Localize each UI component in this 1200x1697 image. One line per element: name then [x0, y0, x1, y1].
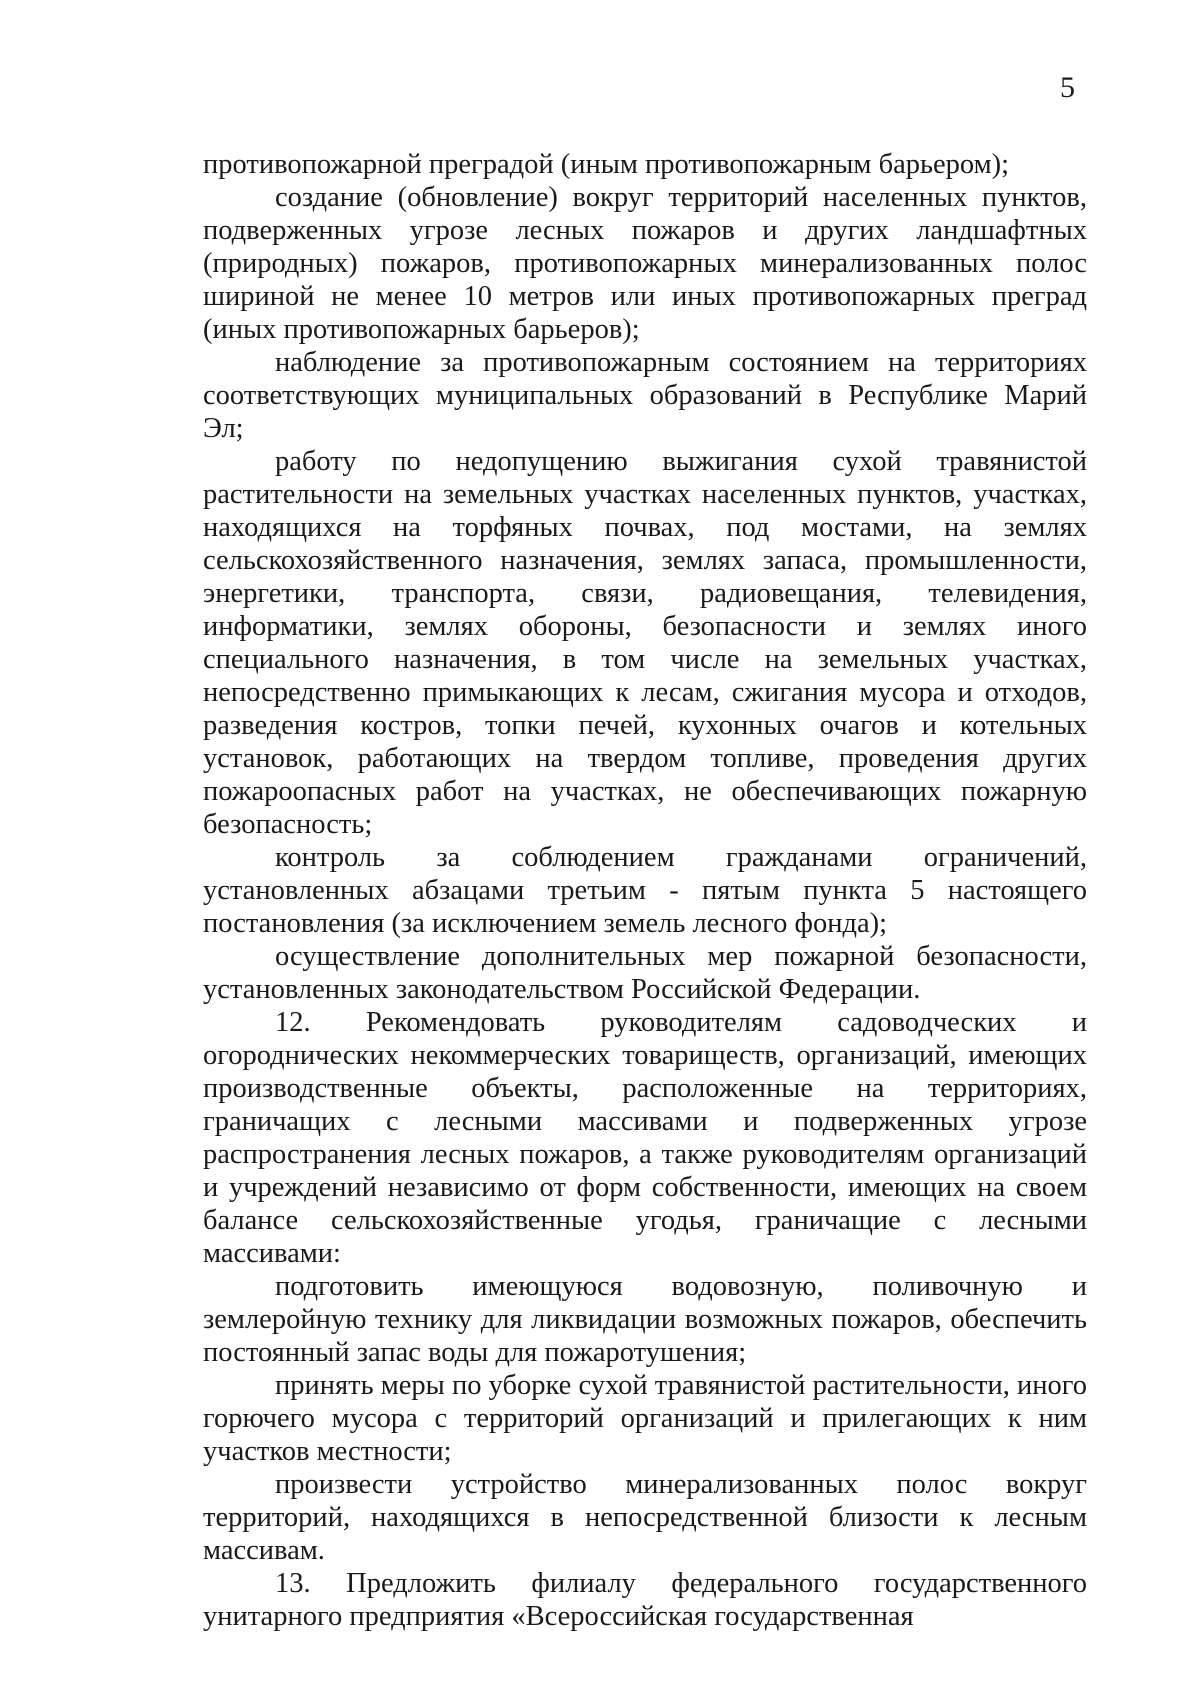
paragraph-burning-prevention: работу по недопущению выжигания сухой травянистой растительности на земельных участках населенных пунктов, участках, находящихся на торфяных почвах, под мостами, на землях сельскохозяйственного назначения, землях запаса, промышленности, энергетики, транспорта, связи, радиовещания, телевидения, информатики, землях обороны, безопасности и землях иного специального назначения, в том числе на земельных участках, непосредственно примыкающих к лесам, сжигания мусора и отходов, разведения костров, топки печей, кухонных очагов и котельных установок, работающих на твердом топливе, проведения других пожароопасных работ на участках, не обеспечивающих пожарную безопасность; — [203, 446, 1087, 840]
paragraph-continuation: противопожарной преградой (иным противопожарным барьером); — [203, 149, 1010, 180]
paragraph-item-12: 12. Рекомендовать руководителям садоводческих и огороднических некоммерческих товариществ, организаций, имеющих производственные объекты, расположенные на территориях, граничащих с лесными массивами и подверженных угрозе распространения лесных пожаров, а также руководителям организаций и учреждений независимо от форм собственности, имеющих на своем балансе сельскохозяйственные угодья, граничащие с лесными массивами: — [203, 1007, 1087, 1269]
paragraph-prepare-equipment: подготовить имеющуюся водовозную, поливочную и землеройную технику для ликвидации возможных пожаров, обеспечить постоянный запас воды для пожаротушения; — [203, 1271, 1087, 1368]
paragraph-mineralized-strips: произвести устройство минерализованных полос вокруг территорий, находящихся в непосредственной близости к лесным массивам. — [203, 1469, 1087, 1566]
paragraph-creation-of-barriers: создание (обновление) вокруг территорий населенных пунктов, подверженных угрозе лесных пожаров и других ландшафтных (природных) пожаров, противопожарных минерализованных полос шириной не менее 10 метров или иных противопожарных преград (иных противопожарных барьеров); — [203, 182, 1087, 345]
paragraph-additional-measures: осуществление дополнительных мер пожарной безопасности, установленных законодательством Российской Федерации. — [203, 941, 1087, 1005]
paragraph-control: контроль за соблюдением гражданами ограничений, установленных абзацами третьим - пятым пункта 5 настоящего постановления (за исключением земель лесного фонда); — [203, 842, 1087, 939]
paragraph-item-13: 13. Предложить филиалу федерального государственного унитарного предприятия «Всероссийская государственная — [203, 1568, 1087, 1632]
page-number: 5 — [1060, 71, 1075, 104]
paragraph-monitoring: наблюдение за противопожарным состоянием на территориях соответствующих муниципальных образований в Республике Марий Эл; — [203, 347, 1087, 444]
paragraph-cleanup: принять меры по уборке сухой травянистой растительности, иного горючего мусора с территорий организаций и прилегающих к ним участков местности; — [203, 1370, 1087, 1467]
document-body — [203, 148, 1087, 1633]
